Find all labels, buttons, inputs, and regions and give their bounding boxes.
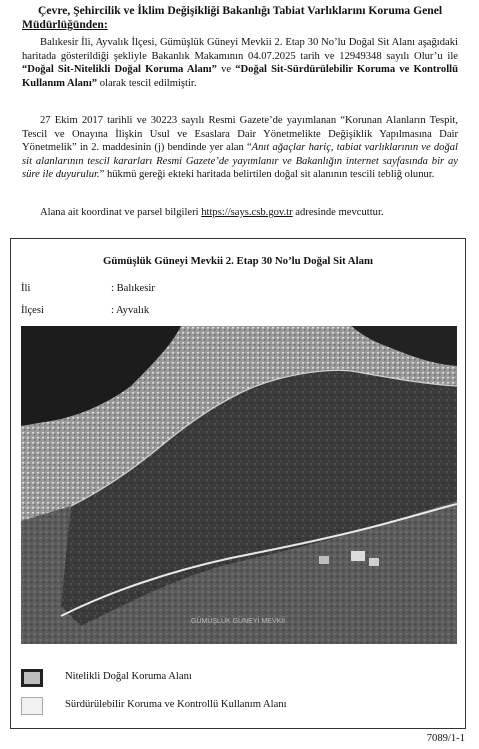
p2-text-2: ” hükmü gereği ekteki haritada belirtilen doğal sit alanının tescili tebliğ olunur.	[99, 169, 435, 181]
p3-text-1: Alana ait koordinat ve parsel bilgileri	[40, 207, 202, 218]
says-link[interactable]: https://says.csb.gov.tr	[201, 207, 293, 218]
legend-label-nitelikli: Nitelikli Doğal Koruma Alanı	[65, 671, 192, 682]
paragraph-coordinates	[22, 206, 458, 220]
map-panel	[10, 238, 466, 729]
map-building	[319, 556, 329, 564]
info-label-ilce: İlçesi	[21, 305, 44, 316]
map-building	[369, 558, 379, 566]
p1-bold-2: “Doğal Sit-Sürdürülebilir Koruma ve Kontrollü Kullanım Alanı”	[22, 64, 458, 89]
legend-label-surdurulebilir: Sürdürülebilir Koruma ve Kontrollü Kullanım Alanı	[65, 699, 287, 710]
info-row-il	[21, 283, 155, 294]
legend-swatch-nitelikli	[21, 669, 43, 687]
page-number: 7089/1-1	[426, 733, 465, 744]
info-value-ilce: : Ayvalık	[111, 305, 150, 316]
map-watermark: GÜMÜŞLÜK GÜNEYİ MEVKİİ	[191, 618, 286, 625]
p1-text-1: Balıkesir İli, Ayvalık İlçesi, Gümüşlük Güneyi Mevkii 2. Etap 30 No’lu Doğal Sit Alanı aşağıdaki haritada gösterildiği şekliyle Bakanlık Makamının 04.07.2025 tarih ve 12949348 sayılı Olur’u ile	[22, 37, 458, 62]
p3-text-2: adresinde mevcuttur.	[292, 207, 384, 218]
document-header	[22, 4, 472, 32]
map-building	[351, 551, 365, 561]
info-label-il: İli	[21, 283, 31, 294]
p2-italic: Anıt ağaçlar hariç, tabiat varlıklarının ve doğal sit alanlarının tescil kararları Resmi Gazete’de yayımlanır ve Bakanlığın internet sayfasında bir ay süre ile duyurulur.	[22, 142, 458, 181]
info-row-ilce	[21, 305, 149, 316]
header-line-2: Müdürlüğünden:	[22, 18, 108, 31]
header-line-1: Çevre, Şehircilik ve İklim Değişikliği Bakanlığı Tabiat Varlıklarını Koruma Genel	[38, 4, 443, 17]
p1-text-3: olarak tescil edilmiştir.	[97, 77, 197, 89]
p1-text-2: ve	[216, 64, 236, 76]
map-title: Gümüşlük Güneyi Mevkii 2. Etap 30 No’lu Doğal Sit Alanı	[103, 255, 373, 267]
satellite-map	[21, 326, 457, 644]
paragraph-regulation	[22, 114, 458, 182]
info-value-il: : Balıkesir	[111, 283, 155, 294]
legend-swatch-surdurulebilir	[21, 697, 43, 715]
p2-text-1: 27 Ekim 2017 tarihli ve 30223 sayılı Resmi Gazete’de yayımlanan “Korunan Alanların Tespit, Tescil ve Onayına İlişkin Usul ve Esaslara Dair Yönetmelikte Değişiklik Yapılmasına Dair Yönetmelik” in 2. maddesinin (j) bendinde yer alan “	[22, 115, 458, 154]
paragraph-registration	[22, 36, 458, 90]
p1-bold-1: “Doğal Sit-Nitelikli Doğal Koruma Alanı”	[22, 64, 217, 76]
